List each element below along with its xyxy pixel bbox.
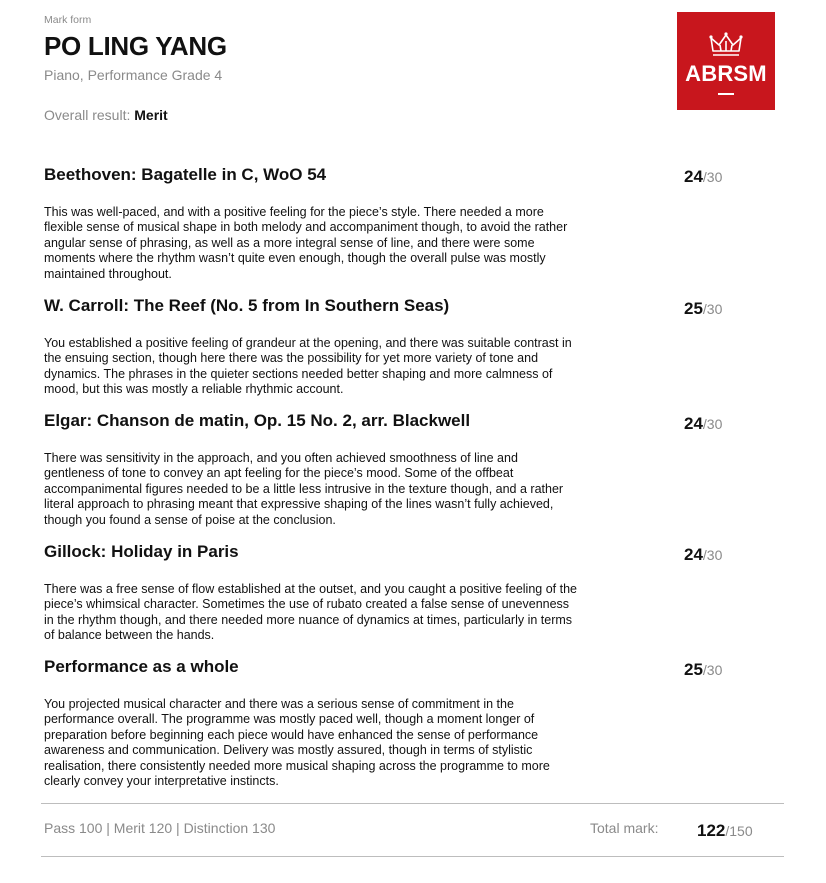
score-value: 24 [684, 545, 703, 564]
section-comment: There was a free sense of flow established at the outset, and you caught a positive feeling of the piece’s whimsical character. Sometimes the use of rubato created a false sense of unevenness in the rhythm though, and there needed more nuance of dynamics at times, particularly in terms of balance between the hands. [44, 582, 577, 643]
crown-icon [709, 31, 743, 59]
section-performance-whole [44, 657, 764, 789]
subject-grade: Piano, Performance Grade 4 [44, 67, 223, 83]
score-value: 25 [684, 299, 703, 318]
section-score [684, 167, 764, 187]
section-piece-1 [44, 165, 764, 282]
score-value: 25 [684, 660, 703, 679]
total-mark-label: Total mark: [590, 820, 659, 836]
section-comment: This was well-paced, and with a positive feeling for the piece’s style. There needed a more flexible sense of musical shape in both melody and accompaniment though, to avoid the rather angular sense of phrasing, as well as a more integral sense of line, and there were some moments where the rhythm wasn’t quite even enough, though the overall pulse was mostly maintained throughout. [44, 205, 568, 281]
overall-result-value: Merit [134, 107, 168, 123]
section-comment: You established a positive feeling of grandeur at the opening, and there was suitable contrast in the ensuing section, though here there was the possibility for yet more variety of tone and dynamics. The phrases in the quieter sections needed better shaping and more calmness of mood, but this was mostly a reliable rhythmic account. [44, 336, 572, 397]
score-max: /30 [702, 301, 723, 317]
section-title: Performance as a whole [44, 657, 239, 676]
overall-result [44, 107, 168, 123]
score-max: /30 [702, 169, 723, 185]
footer-bottom-divider [41, 856, 784, 857]
section-piece-3 [44, 411, 764, 528]
score-max: /30 [702, 416, 723, 432]
abrsm-logo [677, 12, 775, 110]
section-title: Gillock: Holiday in Paris [44, 542, 239, 561]
total-mark [697, 821, 753, 841]
score-max: /30 [702, 547, 723, 563]
form-label: Mark form [44, 14, 92, 26]
section-title: W. Carroll: The Reef (No. 5 from In Southern Seas) [44, 296, 450, 315]
section-score [684, 299, 764, 319]
grade-thresholds: Pass 100 | Merit 120 | Distinction 130 [44, 820, 276, 836]
score-max: /30 [702, 662, 723, 678]
section-score [684, 660, 764, 680]
section-comment: There was sensitivity in the approach, and you often achieved smoothness of line and gentleness of tone to convey an apt feeling for the piece’s mood. Some of the offbeat accompanimental figures needed to be a little less intrusive in the texture though, and a rather literal approach to phrasing meant that expressive shaping of the lines wasn’t fully achieved, though you found a sense of poise at the conclusion. [44, 451, 564, 527]
score-value: 24 [684, 167, 703, 186]
candidate-name: PO LING YANG [44, 31, 227, 61]
footer-top-divider [41, 803, 784, 804]
section-piece-4 [44, 542, 764, 644]
logo-rule [718, 93, 734, 95]
total-mark-max: /150 [725, 823, 753, 839]
section-title: Beethoven: Bagatelle in C, WoO 54 [44, 165, 327, 184]
section-comment: You projected musical character and there was a serious sense of commitment in the performance overall. The programme was mostly paced well, though a moment longer of preparation before beginning each piece would have enhanced the sense of performance awareness and communication. Delivery was mostly assured, though in terms of stylistic realisation, there consistently needed more musical shaping across the programme to more clearly convey your interpretative instincts. [44, 697, 550, 789]
logo-text: ABRSM [685, 61, 767, 86]
section-title: Elgar: Chanson de matin, Op. 15 No. 2, arr. Blackwell [44, 411, 471, 430]
section-piece-2 [44, 296, 764, 398]
section-score [684, 545, 764, 565]
score-value: 24 [684, 414, 703, 433]
total-mark-value: 122 [697, 821, 726, 840]
overall-result-label: Overall result: [44, 107, 131, 123]
section-score [684, 414, 764, 434]
